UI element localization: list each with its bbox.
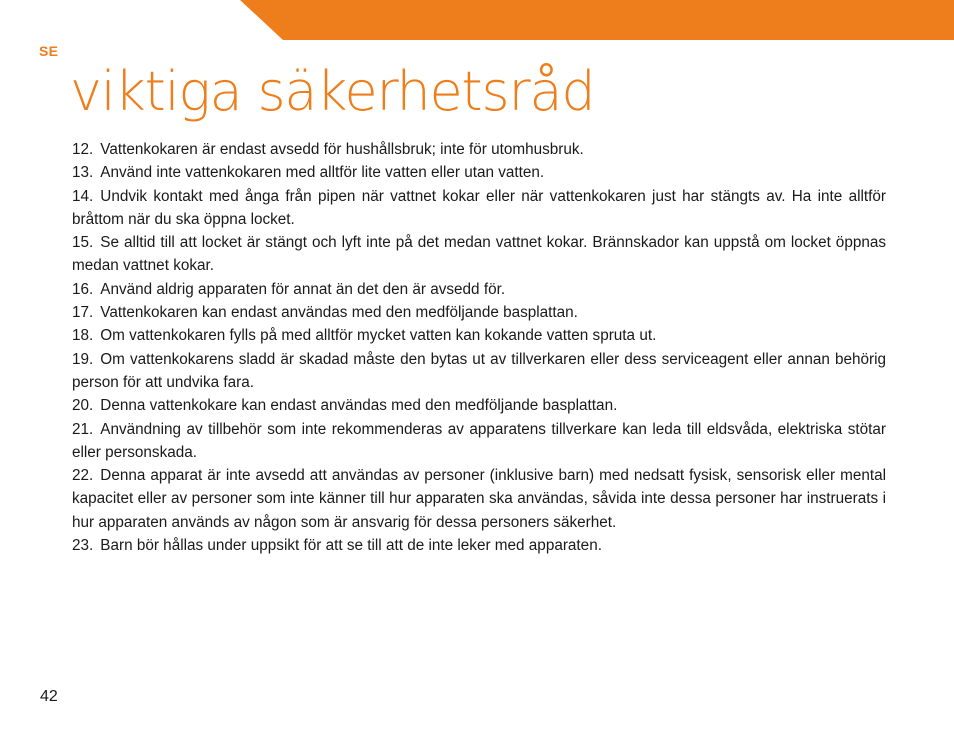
item-text: Denna apparat är inte avsedd att användas av personer (inklusive barn) med nedsatt fysisk, sensorisk eller mental kapacitet eller av personer som inte känner till hur apparaten ska användas, såvida inte dessa personer har instruerats i hur apparaten används av någon som är ansvarig för dessa personers säkerhet. bbox=[72, 467, 886, 531]
list-item bbox=[72, 534, 886, 557]
item-number: 22. bbox=[72, 467, 94, 485]
item-number: 14. bbox=[72, 187, 94, 205]
item-text: Om vattenkokaren fylls på med alltför mycket vatten kan kokande vatten spruta ut. bbox=[100, 327, 657, 345]
list-item bbox=[72, 278, 886, 301]
item-text: Vattenkokaren är endast avsedd för hushållsbruk; inte för utomhusbruk. bbox=[100, 141, 584, 158]
header-accent-banner bbox=[0, 0, 954, 40]
item-text: Denna vattenkokare kan endast användas med den medföljande basplattan. bbox=[100, 397, 618, 415]
item-number: 12. bbox=[72, 141, 94, 158]
page-title: viktiga säkerhetsråd bbox=[70, 60, 595, 123]
list-item bbox=[72, 161, 886, 184]
list-item bbox=[72, 138, 886, 161]
item-text: Använd aldrig apparaten för annat än det den är avsedd för. bbox=[100, 280, 506, 298]
item-number: 20. bbox=[72, 397, 94, 415]
item-number: 13. bbox=[72, 164, 94, 182]
item-text: Vattenkokaren kan endast användas med den medföljande basplattan. bbox=[100, 304, 578, 322]
list-item bbox=[72, 348, 886, 395]
item-number: 15. bbox=[72, 234, 94, 252]
item-text: Använd inte vattenkokaren med alltför lite vatten eller utan vatten. bbox=[100, 164, 545, 182]
item-number: 23. bbox=[72, 537, 94, 555]
list-item bbox=[72, 231, 886, 278]
item-number: 17. bbox=[72, 304, 94, 322]
list-item bbox=[72, 394, 886, 417]
item-text: Användning av tillbehör som inte rekommenderas av apparatens tillverkare kan leda till eldsvåda, elektriska stötar eller personskada. bbox=[72, 420, 886, 461]
list-item bbox=[72, 185, 886, 232]
item-text: Barn bör hållas under uppsikt för att se till att de inte leker med apparaten. bbox=[100, 537, 602, 555]
item-number: 18. bbox=[72, 327, 94, 345]
item-number: 16. bbox=[72, 280, 94, 298]
list-item bbox=[72, 324, 886, 347]
item-number: 19. bbox=[72, 350, 94, 368]
item-text: Undvik kontakt med ånga från pipen när vattnet kokar eller när vattenkokaren just har stängts av. Ha inte alltför bråttom när du ska öppna locket. bbox=[72, 187, 886, 228]
list-item bbox=[72, 301, 886, 324]
list-item bbox=[72, 418, 886, 465]
item-text: Om vattenkokarens sladd är skadad måste den bytas ut av tillverkaren eller dess serviceagent eller annan behörig person för att undvika fara. bbox=[72, 350, 886, 391]
language-tag: SE bbox=[39, 43, 59, 59]
list-item bbox=[72, 464, 886, 534]
page-number: 42 bbox=[40, 688, 58, 705]
safety-instructions-list bbox=[72, 138, 886, 557]
item-text: Se alltid till att locket är stängt och lyft inte på det medan vattnet kokar. Brännskador kan uppstå om locket öppnas medan vattnet kokar. bbox=[72, 234, 886, 275]
item-number: 21. bbox=[72, 420, 94, 438]
